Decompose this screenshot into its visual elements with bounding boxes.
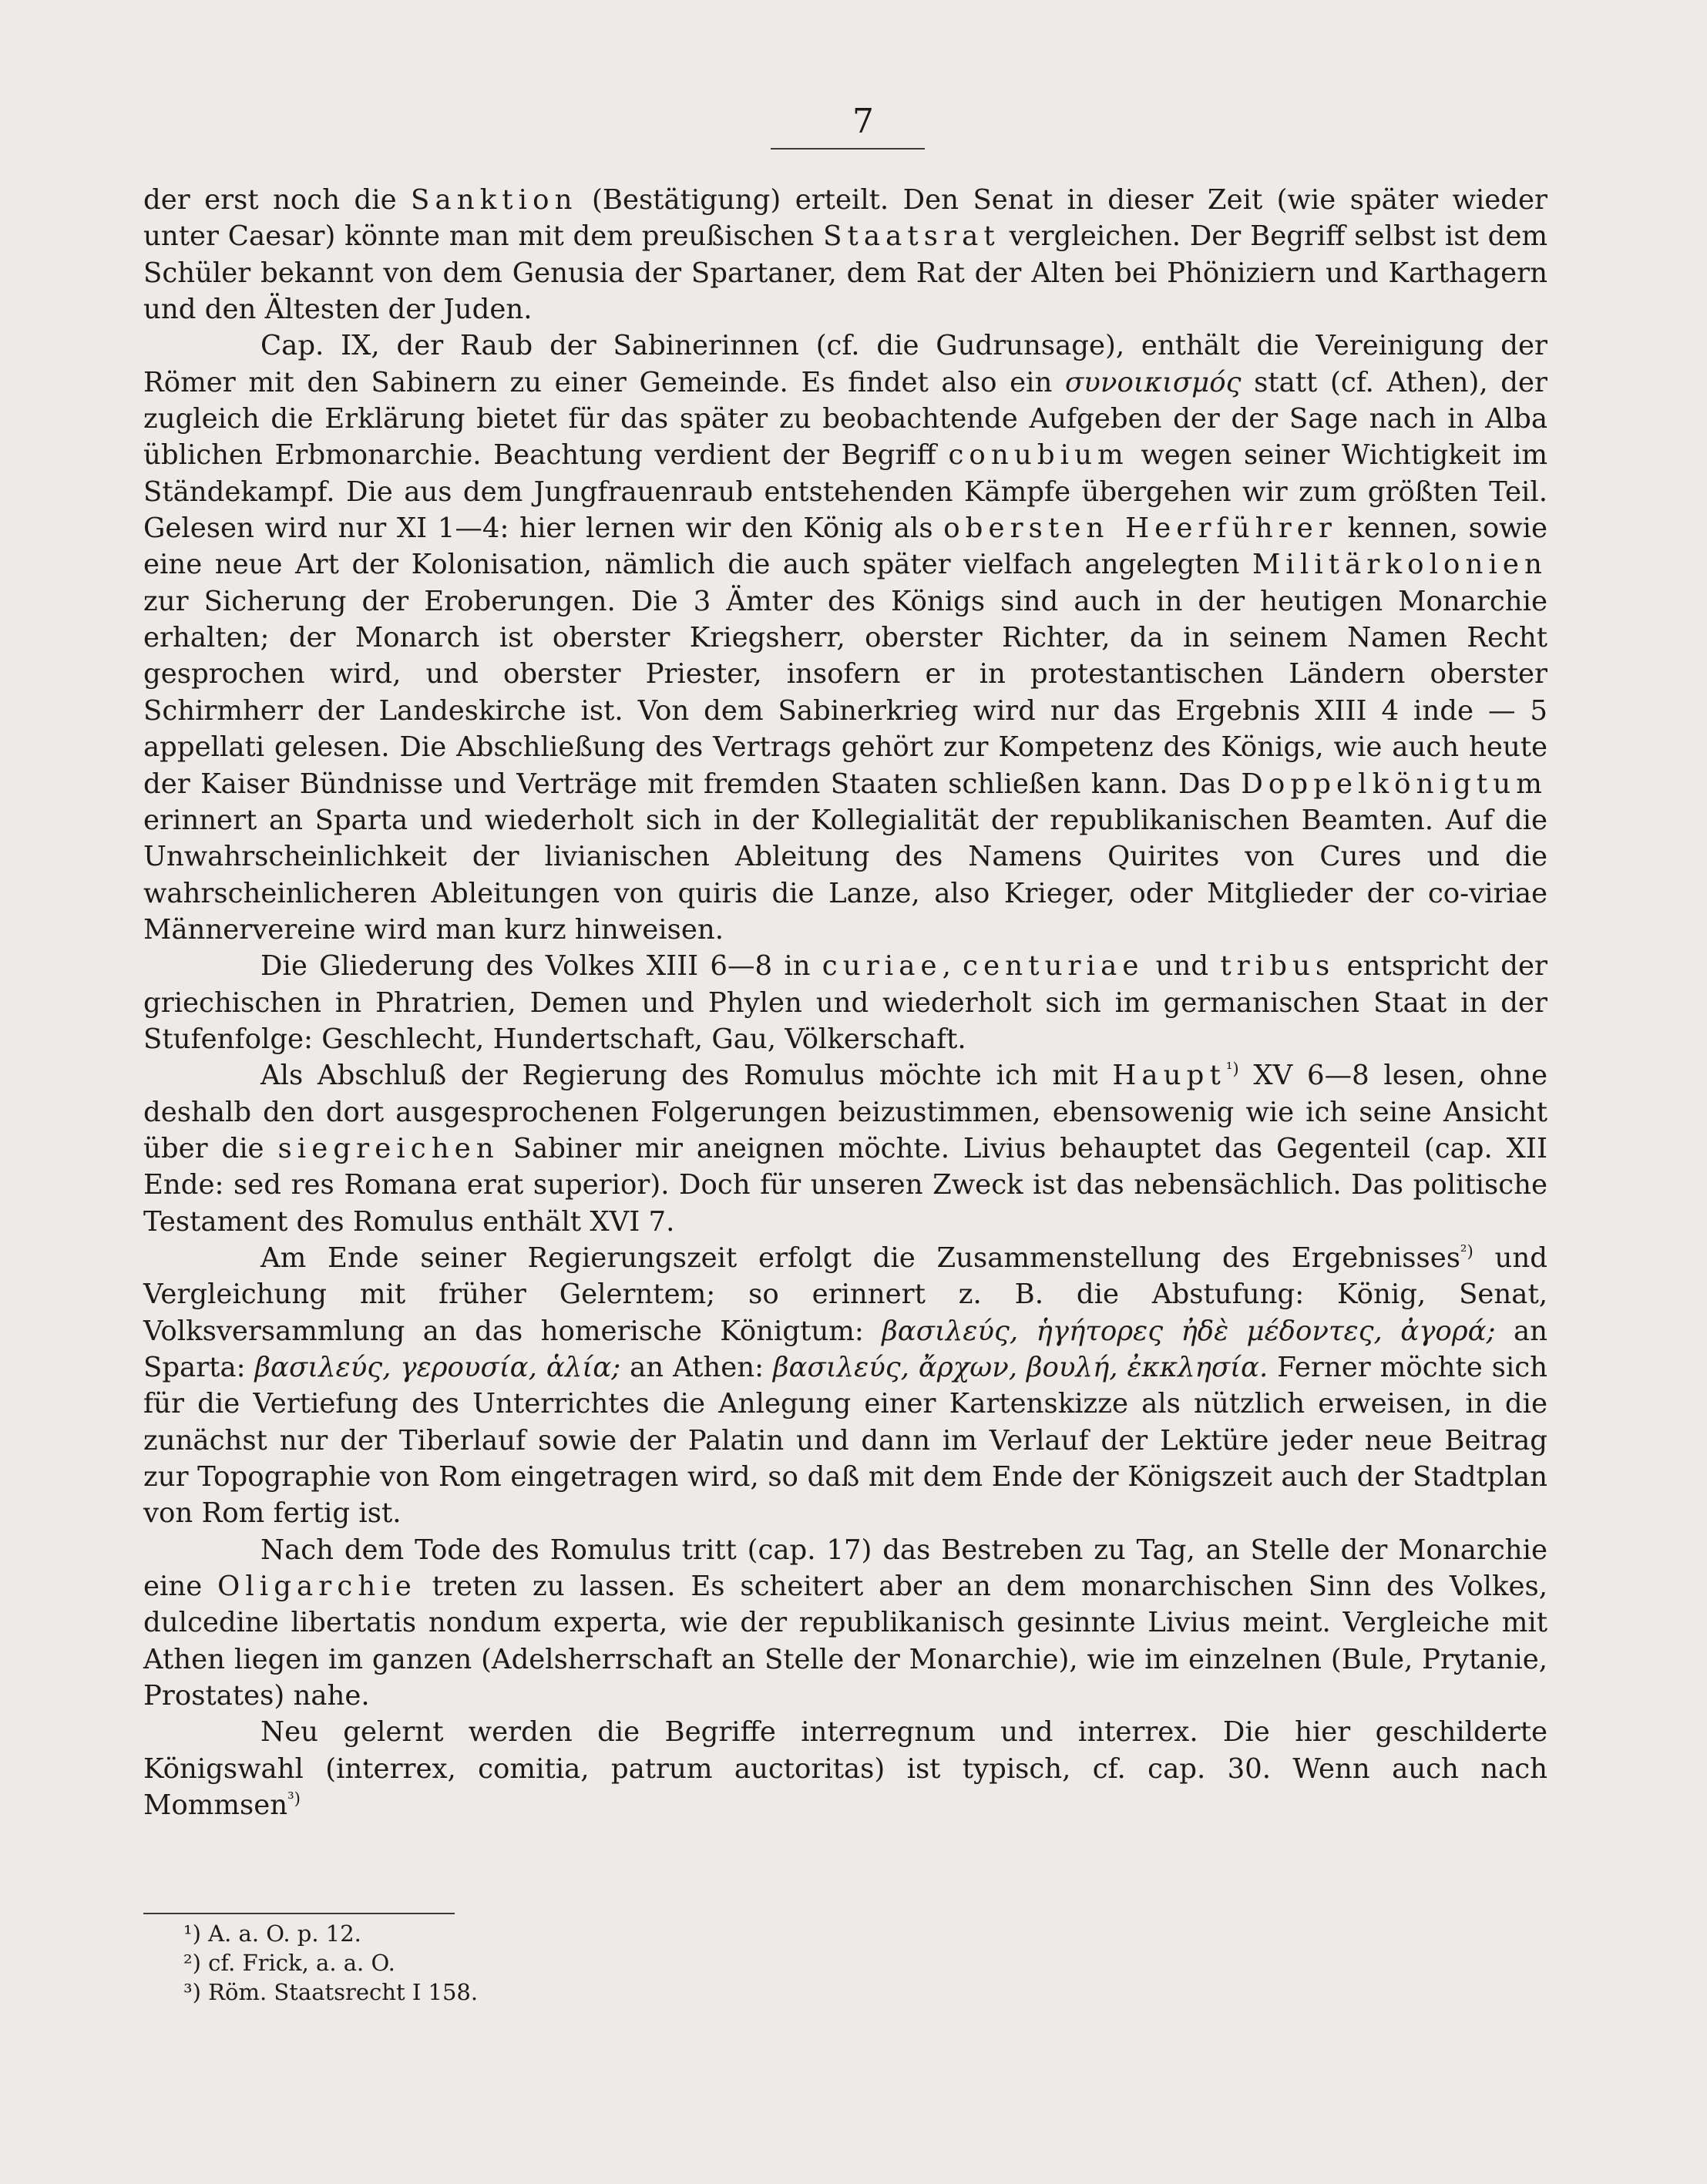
spaced-term: Militärkolonien [1252, 549, 1547, 581]
spaced-term: Doppelkönigtum [1241, 768, 1547, 800]
spaced-term: siegreichen [277, 1132, 499, 1164]
page-number: 7 [852, 102, 874, 141]
spaced-term: centuriae [963, 950, 1144, 983]
text-run: Am Ende seiner Regierungszeit erfolgt die Zusammenstellung des Ergebnisses [260, 1242, 1460, 1274]
text-run: Cap. IX, der Raub der Sabinerinnen (cf. die Gudrunsage), enthält die Vereinigung der Römer mit den Sabinern zu einer Gemeinde. Es findet also ein [143, 330, 1547, 398]
text-run: kennen, sowie eine neue Art der Kolonisation, nämlich die auch später vielfach angelegten [143, 512, 1547, 581]
greek-text: συνοικισμός [1065, 366, 1242, 398]
text-run: an Sparta: [143, 1315, 1547, 1383]
text-run: statt (cf. Athen), der zugleich die Erklärung bietet für das später zu beobachtende Aufgeben der der Sage nach in Alba üblichen Erbmonarchie. Beachtung verdient der Begriff [143, 366, 1548, 472]
text-run: zur Sicherung der Eroberungen. Die 3 Ämter des Königs sind auch in der heutigen Monarchie erhalten; der Monarch ist oberster Kriegsherr, oberster Richter, da in seinem Namen Recht gesprochen wird, und oberster Priester, insofern er in protestantischen Ländern oberster Schirmherr der Landeskirche ist. Von dem Sabinerkrieg wird nur das Ergebnis XIII 4 inde — 5 appellati gelesen. Die Abschließung des Vertrags gehört zur Kompetenz des Königs, wie auch heute der Kaiser Bündnisse und Verträge mit fremden Staaten schließen kann. Das [143, 585, 1547, 800]
text-run: (Bestätigung) erteilt. Den Senat in dieser Zeit (wie später wieder unter Caesar) könnte man mit dem preußischen [143, 184, 1547, 253]
text-run: und Vergleichung mit früher Gelerntem; so erinnert z. B. die Abstufung: König, Senat, Volksversammlung an das homerische Königtum: [143, 1242, 1547, 1347]
paragraph [143, 328, 1547, 948]
paragraph [143, 1714, 1547, 1823]
footnote-rule [143, 1913, 455, 1914]
spaced-term: obersten Heerführer [943, 512, 1337, 545]
paragraph [143, 1057, 1547, 1240]
text-run: an Athen: [620, 1352, 774, 1383]
greek-text: βασιλεύς, γερουσία, ἁλία; [254, 1352, 621, 1383]
footnote: ¹) A. a. O. p. 12. [183, 1920, 361, 1947]
greek-text: βασιλεύς, ἄρχων, βουλή, ἐκκλησία. [773, 1352, 1268, 1383]
greek-text: βασιλεύς, ἡγήτορες ἠδὲ μέδοντες, ἀγορά; [882, 1315, 1496, 1347]
text-run: , [942, 950, 963, 983]
footnote: ³) Röm. Staatsrecht I 158. [183, 1979, 479, 2005]
text-run: Als Abschluß der Regierung des Romulus möchte ich mit [260, 1060, 1113, 1092]
footnote-reference: ³) [287, 1789, 301, 1809]
footnote-reference: ¹) [1225, 1060, 1239, 1080]
paragraph [143, 1240, 1547, 1532]
spaced-term: Sanktion [411, 184, 578, 216]
paragraph [143, 948, 1547, 1057]
paragraph [143, 182, 1547, 328]
footnote-reference: ²) [1460, 1242, 1473, 1262]
text-run: Sabiner mir aneignen möchte. Livius behauptet das Gegenteil (cap. XII Ende: sed res Romana erat superior). Doch für unseren Zweck ist das nebensächlich. Das politische Testament des Romulus enthält XVI 7. [143, 1132, 1547, 1238]
page-number-rule [771, 148, 925, 150]
text-run: entspricht der griechischen in Phratrien, Demen und Phylen und wiederholt sich im germanischen Staat in der Stufenfolge: Geschlecht, Hundertschaft, Gau, Völkerschaft. [143, 950, 1547, 1055]
text-run: Nach dem Tode des Romulus tritt (cap. 17) das Bestreben zu Tag, an Stelle der Monarchie eine [143, 1534, 1547, 1603]
paragraph [143, 1532, 1547, 1715]
spaced-term: Staatsrat [823, 220, 1000, 253]
spaced-term: Oligarchie [217, 1571, 417, 1603]
text-run: XV 6—8 lesen, ohne deshalb den dort ausgesprochenen Folgerungen beizustimmen, ebensowenig wie ich seine Ansicht über die [143, 1060, 1547, 1164]
text-run: Die Gliederung des Volkes XIII 6—8 in [260, 950, 822, 983]
footnotes [183, 1919, 1108, 2007]
text-run: der erst noch die [143, 184, 412, 216]
spaced-term: Haupt [1112, 1060, 1226, 1092]
spaced-term: conubium [948, 439, 1129, 472]
text-run: erinnert an Sparta und wiederholt sich in der Kollegialität der republikanischen Beamten. Auf die Unwahrscheinlichkeit der livianischen Ableitung des Namens Quirites von Cures und die wahrscheinlicheren Ableitungen von quiris die Lanze, also Krieger, oder Mitglieder der co-viriae Männervereine wird man kurz hinweisen. [143, 804, 1547, 946]
spaced-term: curiae [822, 950, 943, 983]
text-run: vergleichen. Der Begriff selbst ist dem Schüler bekannt von dem Genusia der Spartaner, dem Rat der Alten bei Phöniziern und Karthagern und den Ältesten der Juden. [143, 220, 1547, 326]
body-text [143, 182, 1547, 1823]
spaced-term: tribus [1220, 950, 1336, 983]
text-run: Neu gelernt werden die Begriffe interregnum und interrex. Die hier geschilderte Königswahl (interrex, comitia, patrum auctoritas) ist typisch, cf. cap. 30. Wenn auch nach Mommsen [143, 1716, 1547, 1822]
text-run: und [1144, 950, 1221, 983]
text-run: wegen seiner Wichtigkeit im Ständekampf. Die aus dem Jungfrauenraub entstehenden Kämpfe übergehen wir zum größten Teil. Gelesen wird nur XI 1—4: hier lernen wir den König als [143, 439, 1547, 545]
text-run: treten zu lassen. Es scheitert aber an dem monarchischen Sinn des Volkes, dulcedine libertatis nondum experta, wie der republikanisch gesinnte Livius meint. Vergleiche mit Athen liegen im ganzen (Adelsherrschaft an Stelle der Monarchie), wie im einzelnen (Bule, Prytanie, Prostates) nahe. [143, 1571, 1547, 1712]
text-run: Ferner möchte sich für die Vertiefung des Unterrichtes die Anlegung einer Kartenskizze als nützlich erweisen, in die zunächst nur der Tiberlauf sowie der Palatin und dann im Verlauf der Lektüre jeder neue Beitrag zur Topographie von Rom eingetragen wird, so daß mit dem Ende der Königszeit auch der Stadtplan von Rom fertig ist. [143, 1352, 1547, 1530]
footnote: ²) cf. Frick, a. a. O. [183, 1950, 395, 1976]
